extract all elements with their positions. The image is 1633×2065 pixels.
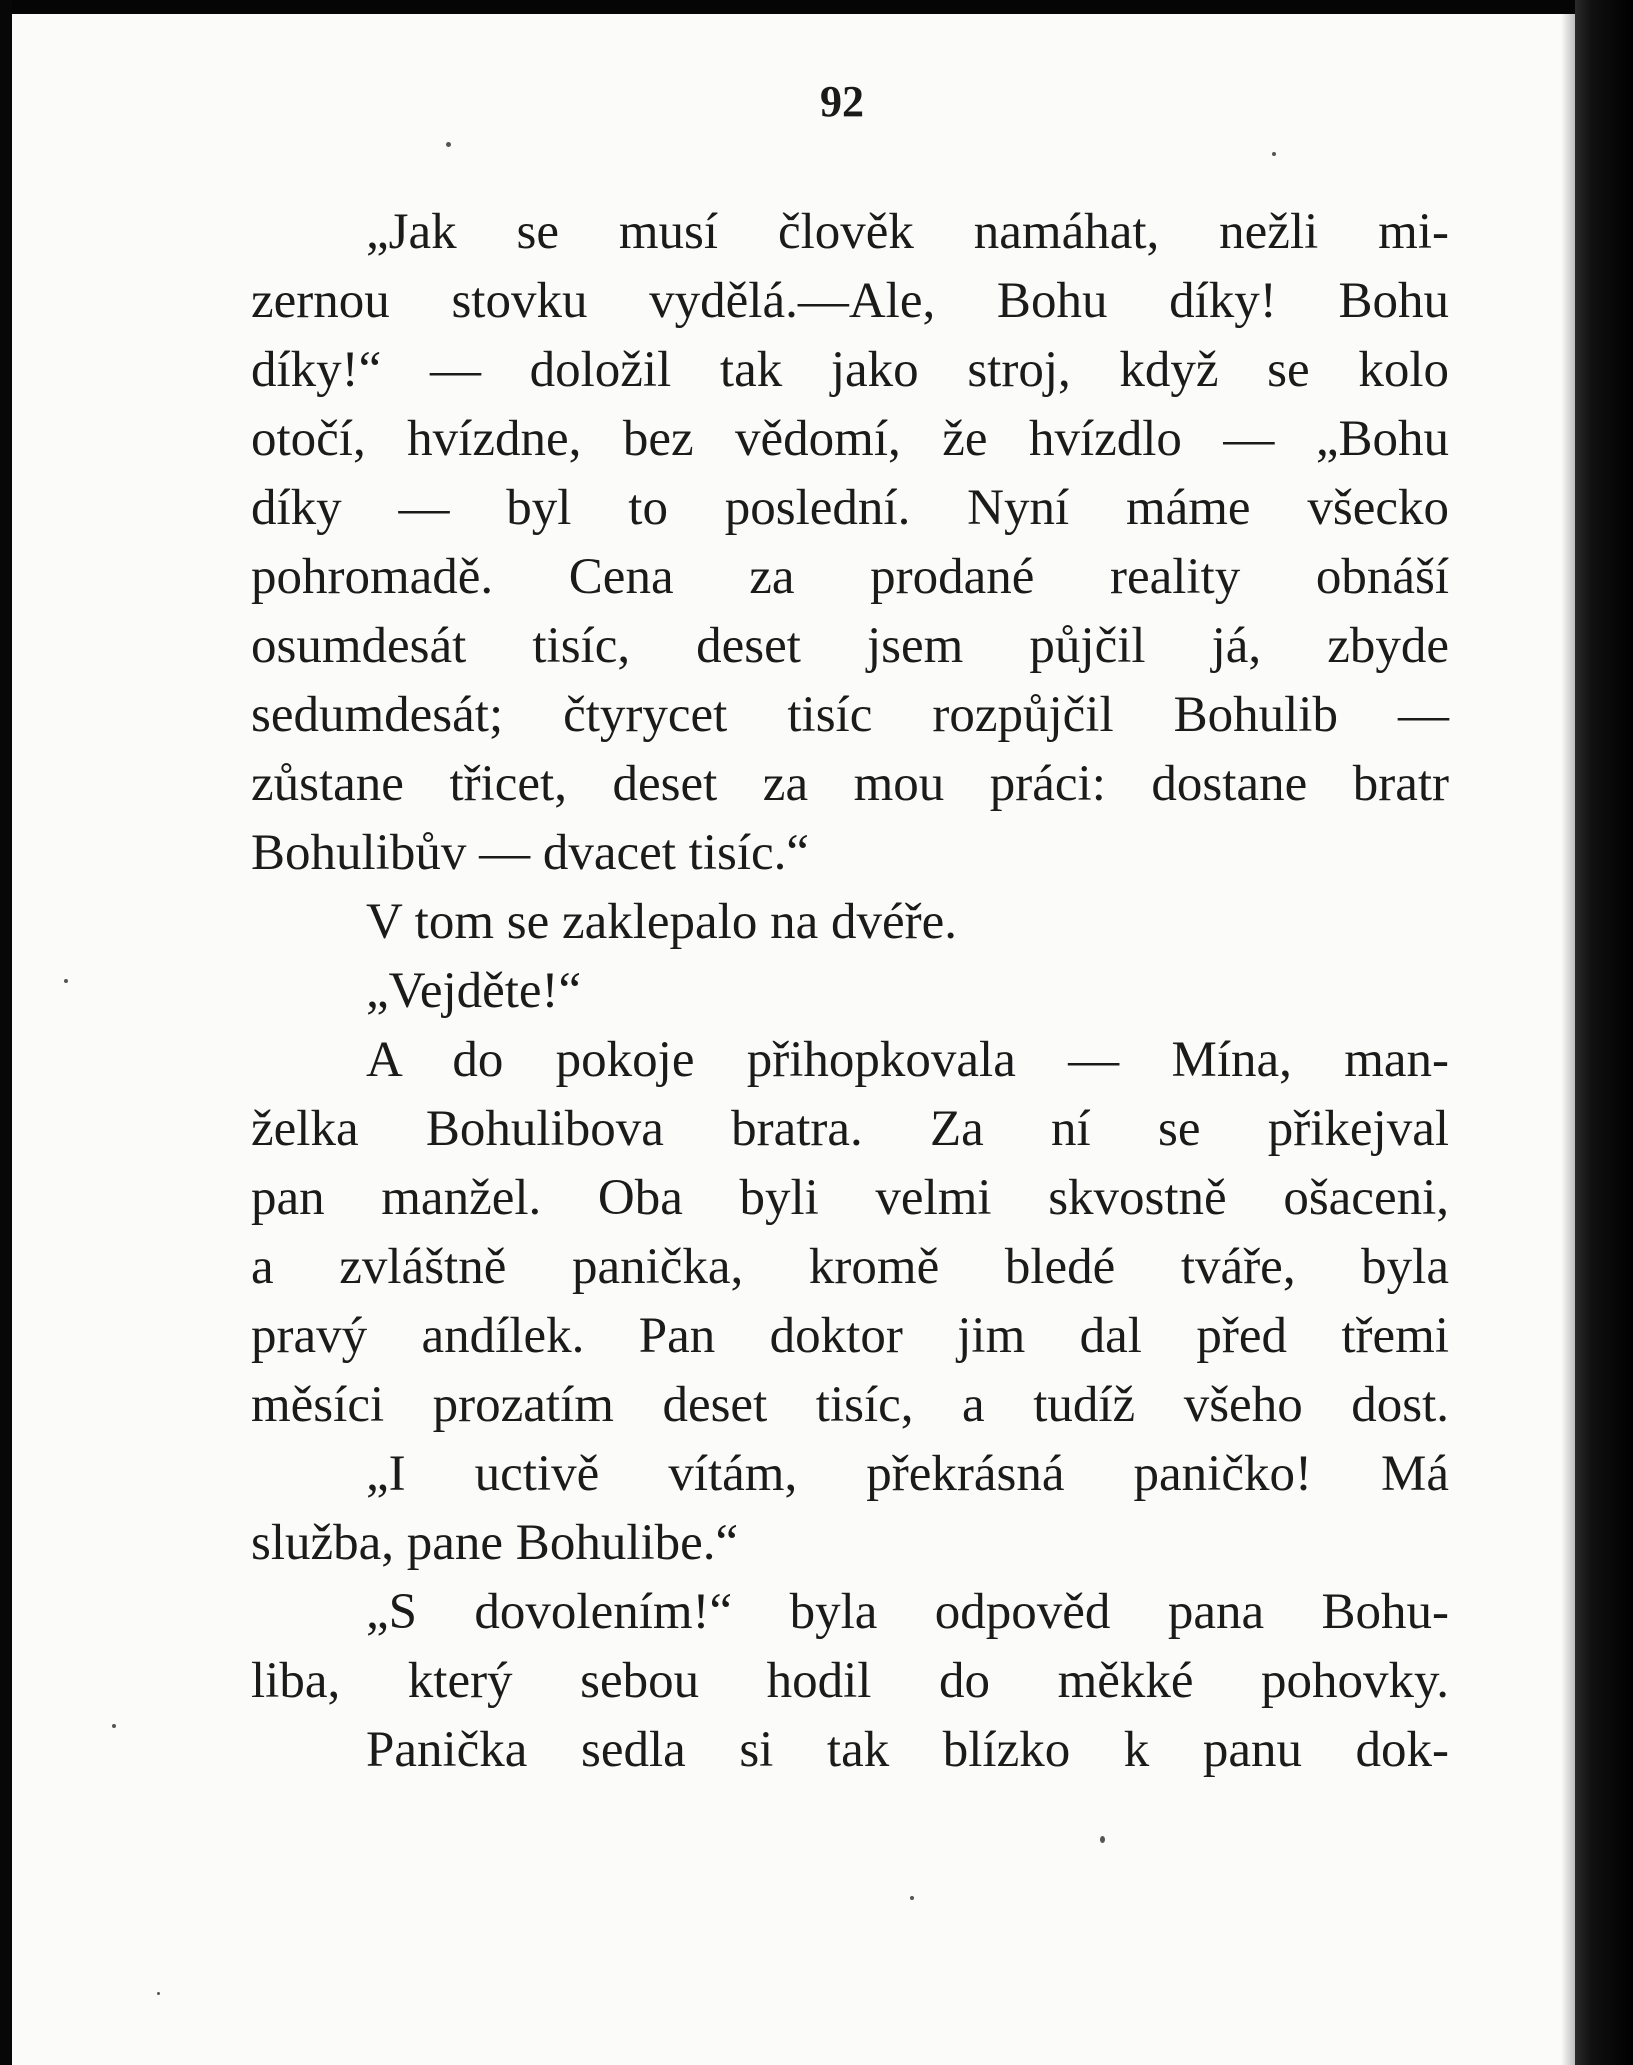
page-number: 92: [820, 77, 864, 126]
scan-speck: [446, 142, 451, 147]
page-gutter-shadow: [1561, 14, 1575, 2065]
text-line: V tom se zaklepalo na dvéře.: [366, 894, 958, 950]
text-line: pan manžel. Oba byli velmi skvostně ošaceni,: [251, 1170, 1449, 1226]
scan-speck: [112, 1724, 116, 1728]
text-line: sedumdesát; čtyrycet tisíc rozpůjčil Bohulib —: [251, 687, 1449, 743]
text-line: „S dovolením!“ byla odpověd pana Bohu-: [366, 1584, 1449, 1640]
text-line: „Vejděte!“: [366, 963, 582, 1019]
scan-speck: [1100, 1836, 1105, 1843]
text-line: pravý andílek. Pan doktor jim dal před třemi: [251, 1308, 1449, 1364]
text-line: měsíci prozatím deset tisíc, a tudíž všeho dost.: [251, 1377, 1449, 1433]
scan-speck: [910, 1896, 914, 1900]
scan-border-top: [0, 0, 1633, 14]
text-line: želka Bohulibova bratra. Za ní se přikejval: [251, 1101, 1449, 1157]
text-line: „I uctivě vítám, překrásná paničko! Má: [366, 1446, 1449, 1502]
text-line: A do pokoje přihopkovala — Mína, man-: [366, 1032, 1449, 1088]
text-line: otočí, hvízdne, bez vědomí, že hvízdlo — „Bohu: [251, 411, 1449, 467]
text-line: zernou stovku vydělá.—Ale, Bohu díky! Bohu: [251, 273, 1449, 329]
text-line: zůstane třicet, deset za mou práci: dostane bratr: [251, 756, 1449, 812]
text-line: Panička sedla si tak blízko k panu dok-: [366, 1722, 1449, 1778]
scan-border-left: [0, 0, 12, 2065]
text-line: služba, pane Bohulibe.“: [251, 1515, 739, 1571]
text-line: pohromadě. Cena za prodané reality obnáší: [251, 549, 1449, 605]
scan-speck: [64, 979, 68, 983]
text-line: osumdesát tisíc, deset jsem půjčil já, zbyde: [251, 618, 1449, 674]
book-page: [12, 14, 1575, 2065]
text-line: díky — byl to poslední. Nyní máme všecko: [251, 480, 1449, 536]
text-line: „Jak se musí člověk namáhat, nežli mi-: [366, 204, 1449, 260]
text-line: a zvláštně panička, kromě bledé tváře, byla: [251, 1239, 1449, 1295]
text-line: díky!“ — doložil tak jako stroj, když se kolo: [251, 342, 1449, 398]
text-line: liba, který sebou hodil do měkké pohovky.: [251, 1653, 1449, 1709]
scan-speck: [1272, 152, 1276, 156]
scan-border-right: [1575, 0, 1633, 2065]
scan-speck: [157, 1992, 160, 1995]
body-text: [251, 198, 1449, 1785]
text-line: Bohulibův — dvacet tisíc.“: [251, 825, 810, 881]
